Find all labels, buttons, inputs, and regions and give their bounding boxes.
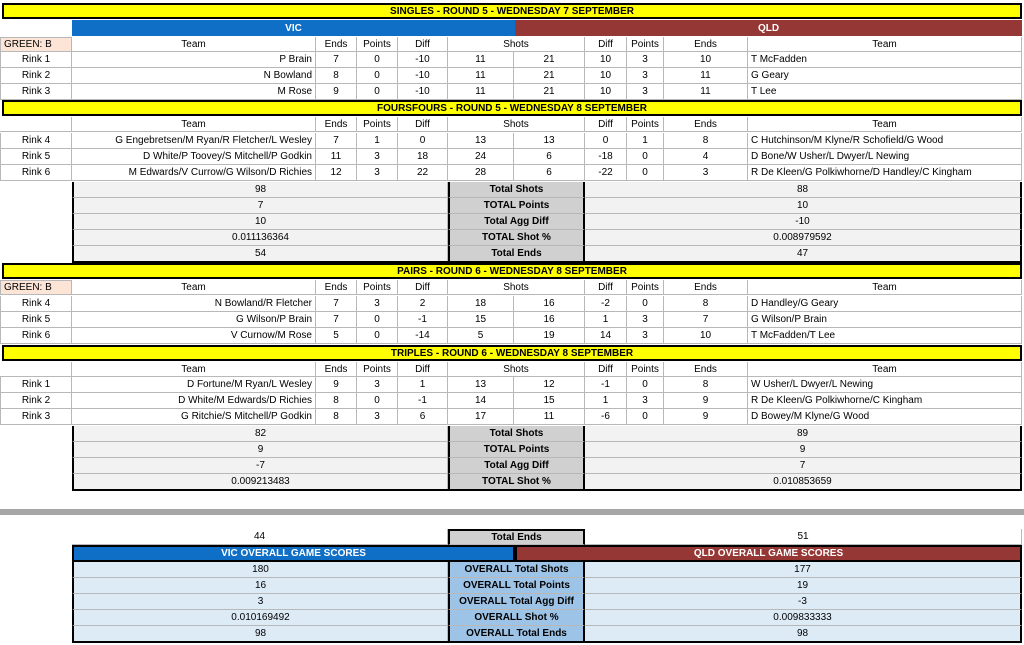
shots-header: Shots [448, 37, 585, 52]
points-header: Points [357, 362, 398, 377]
vic-shots-cell: 18 [448, 296, 514, 312]
qld-total-value: 47 [585, 246, 1022, 262]
blank-header [0, 362, 72, 377]
vic-diff-cell: 6 [398, 409, 448, 425]
vic-diff-cell: 0 [398, 133, 448, 149]
fours-title: FOURSFOURS - ROUND 5 - WEDNESDAY 8 SEPTEMBER [2, 100, 1022, 116]
match-row [0, 393, 1024, 409]
points-header: Points [357, 117, 398, 132]
vic-ends-cell: 9 [316, 84, 357, 100]
qld-shots-cell: 13 [514, 133, 585, 149]
column-header-row [0, 280, 1024, 295]
total-label: TOTAL Points [448, 442, 585, 458]
ends-header: Ends [316, 37, 357, 52]
vic-points-cell: 3 [357, 409, 398, 425]
qld-ends-cell: 8 [664, 133, 748, 149]
vic-shots-cell: 24 [448, 149, 514, 165]
qld-shots-cell: 11 [514, 409, 585, 425]
qld-total-ends: 51 [585, 529, 1022, 545]
rink-cell: Rink 5 [0, 312, 72, 328]
qld-team-cell: C Hutchinson/M Klyne/R Schofield/G Wood [748, 133, 1022, 149]
total-label: TOTAL Shot % [448, 474, 585, 490]
qld-shots-cell: 21 [514, 84, 585, 100]
team-header: Team [748, 117, 1022, 132]
qld-total-value: 0.008979592 [585, 230, 1022, 246]
vic-points-cell: 0 [357, 328, 398, 344]
vic-team-cell: N Bowland/R Fletcher [72, 296, 316, 312]
total-label: Total Shots [448, 182, 585, 198]
qld-shots-cell: 21 [514, 52, 585, 68]
vic-ends-cell: 8 [316, 409, 357, 425]
qld-diff-cell: 10 [585, 68, 627, 84]
team-header: Team [72, 37, 316, 52]
vic-points-cell: 0 [357, 312, 398, 328]
vic-points-cell: 1 [357, 133, 398, 149]
qld-overall-value: 19 [585, 578, 1022, 594]
vic-diff-cell: 18 [398, 149, 448, 165]
vic-total-value: -7 [72, 458, 448, 474]
rink-cell: Rink 4 [0, 133, 72, 149]
vic-diff-cell: 22 [398, 165, 448, 181]
qld-shots-cell: 6 [514, 149, 585, 165]
pairs-title: PAIRS - ROUND 6 - WEDNESDAY 8 SEPTEMBER [2, 263, 1022, 279]
qld-overall-value: 0.009833333 [585, 610, 1022, 626]
vic-team-cell: P Brain [72, 52, 316, 68]
vic-shots-cell: 13 [448, 377, 514, 393]
shots-header: Shots [448, 117, 585, 132]
diff-header: Diff [585, 117, 627, 132]
qld-points-cell: 0 [627, 377, 664, 393]
vic-diff-cell: 1 [398, 377, 448, 393]
vic-total-value: 54 [72, 246, 448, 262]
qld-total-value: 0.010853659 [585, 474, 1022, 490]
total-label: TOTAL Shot % [448, 230, 585, 246]
diff-header: Diff [585, 37, 627, 52]
qld-total-value: 89 [585, 426, 1022, 442]
points-header: Points [627, 362, 664, 377]
qld-team-cell: W Usher/L Dwyer/L Newing [748, 377, 1022, 393]
overall-label: OVERALL Shot % [448, 610, 585, 626]
vic-shots-cell: 13 [448, 133, 514, 149]
column-header-row [0, 362, 1024, 377]
vic-team-cell: D White/M Edwards/D Richies [72, 393, 316, 409]
qld-points-cell: 3 [627, 393, 664, 409]
qld-diff-cell: -1 [585, 377, 627, 393]
ends-header: Ends [664, 362, 748, 377]
qld-points-cell: 3 [627, 328, 664, 344]
totals-frame [72, 426, 1022, 491]
vic-shots-cell: 14 [448, 393, 514, 409]
qld-team-cell: D Bone/W Usher/L Dwyer/L Newing [748, 149, 1022, 165]
qld-shots-cell: 12 [514, 377, 585, 393]
overall-label: OVERALL Total Points [448, 578, 585, 594]
triples-title: TRIPLES - ROUND 6 - WEDNESDAY 8 SEPTEMBER [2, 345, 1022, 361]
vic-diff-cell: -14 [398, 328, 448, 344]
qld-team-cell: D Bowey/M Klyne/G Wood [748, 409, 1022, 425]
team-header: Team [748, 37, 1022, 52]
team-header: Team [72, 280, 316, 295]
rink-cell: Rink 2 [0, 393, 72, 409]
qld-diff-cell: 1 [585, 393, 627, 409]
rink-cell: Rink 1 [0, 52, 72, 68]
ends-header: Ends [664, 280, 748, 295]
match-row [0, 296, 1024, 312]
diff-header: Diff [398, 280, 448, 295]
match-row [0, 68, 1024, 84]
qld-shots-cell: 16 [514, 296, 585, 312]
qld-shots-cell: 6 [514, 165, 585, 181]
vic-total-ends: 44 [72, 529, 448, 545]
vic-total-value: 98 [72, 182, 448, 198]
vic-diff-cell: 2 [398, 296, 448, 312]
points-header: Points [627, 37, 664, 52]
match-row [0, 409, 1024, 425]
vic-total-value: 0.011136364 [72, 230, 448, 246]
column-header-row [0, 117, 1024, 132]
qld-diff-cell: 1 [585, 312, 627, 328]
diff-header: Diff [398, 37, 448, 52]
points-header: Points [627, 280, 664, 295]
match-row [0, 149, 1024, 165]
vic-total-value: 82 [72, 426, 448, 442]
overall-label: OVERALL Total Ends [448, 626, 585, 642]
vic-shots-cell: 11 [448, 84, 514, 100]
vic-points-cell: 3 [357, 149, 398, 165]
vic-ends-cell: 11 [316, 149, 357, 165]
qld-ends-cell: 3 [664, 165, 748, 181]
vic-shots-cell: 11 [448, 52, 514, 68]
vic-team-cell: D Fortune/M Ryan/L Wesley [72, 377, 316, 393]
qld-diff-cell: -2 [585, 296, 627, 312]
rink-cell: Rink 3 [0, 84, 72, 100]
total-ends-label: Total Ends [448, 529, 585, 545]
vic-team-cell: M Rose [72, 84, 316, 100]
total-label: Total Shots [448, 426, 585, 442]
vic-overall-value: 0.010169492 [72, 610, 448, 626]
qld-total-value: 9 [585, 442, 1022, 458]
qld-overall-value: 98 [585, 626, 1022, 642]
vic-team-cell: G Wilson/P Brain [72, 312, 316, 328]
vic-shots-cell: 17 [448, 409, 514, 425]
overall-label: OVERALL Total Agg Diff [448, 594, 585, 610]
ends-header: Ends [664, 117, 748, 132]
vic-total-value: 10 [72, 214, 448, 230]
totals-frame [72, 562, 1022, 643]
points-header: Points [357, 37, 398, 52]
ends-header: Ends [316, 280, 357, 295]
total-label: Total Agg Diff [448, 214, 585, 230]
qld-ends-cell: 7 [664, 312, 748, 328]
vic-points-cell: 0 [357, 393, 398, 409]
vic-diff-cell: -1 [398, 312, 448, 328]
points-header: Points [627, 117, 664, 132]
green-label: GREEN: B [0, 37, 72, 52]
qld-total-value: 10 [585, 198, 1022, 214]
rink-cell: Rink 2 [0, 68, 72, 84]
vic-ends-cell: 5 [316, 328, 357, 344]
vic-shots-cell: 5 [448, 328, 514, 344]
vic-team-cell: D White/P Toovey/S Mitchell/P Godkin [72, 149, 316, 165]
totals-frame [72, 182, 1022, 263]
match-row [0, 84, 1024, 100]
qld-diff-cell: 0 [585, 133, 627, 149]
total-label: Total Agg Diff [448, 458, 585, 474]
qld-points-cell: 3 [627, 52, 664, 68]
vic-team-cell: V Curnow/M Rose [72, 328, 316, 344]
qld-points-cell: 3 [627, 68, 664, 84]
qld-team-cell: T Lee [748, 84, 1022, 100]
qld-diff-cell: 10 [585, 52, 627, 68]
match-row [0, 312, 1024, 328]
qld-team-cell: T McFadden [748, 52, 1022, 68]
qld-ends-cell: 9 [664, 409, 748, 425]
blank-header [0, 117, 72, 132]
vic-overall-value: 3 [72, 594, 448, 610]
column-header-row [0, 37, 1024, 52]
qld-team-cell: R De Kleen/G Polkiwhorne/C Kingham [748, 393, 1022, 409]
qld-team-cell: D Handley/G Geary [748, 296, 1022, 312]
vic-ends-cell: 12 [316, 165, 357, 181]
qld-overall-value: 177 [585, 562, 1022, 578]
vic-total-value: 7 [72, 198, 448, 214]
vic-diff-cell: -10 [398, 84, 448, 100]
vic-points-cell: 3 [357, 165, 398, 181]
qld-ends-cell: 4 [664, 149, 748, 165]
shots-header: Shots [448, 280, 585, 295]
vic-points-cell: 0 [357, 84, 398, 100]
total-label: Total Ends [448, 246, 585, 262]
qld-ends-cell: 11 [664, 68, 748, 84]
qld-diff-cell: -6 [585, 409, 627, 425]
vic-shots-cell: 28 [448, 165, 514, 181]
vic-team-cell: M Edwards/V Currow/G Wilson/D Richies [72, 165, 316, 181]
match-row [0, 165, 1024, 181]
diff-header: Diff [585, 280, 627, 295]
ends-header: Ends [664, 37, 748, 52]
vic-total-value: 0.009213483 [72, 474, 448, 490]
qld-points-cell: 1 [627, 133, 664, 149]
rink-cell: Rink 5 [0, 149, 72, 165]
vic-shots-cell: 11 [448, 68, 514, 84]
vic-team-cell: G Ritchie/S Mitchell/P Godkin [72, 409, 316, 425]
green-label: GREEN: B [0, 280, 72, 295]
qld-shots-cell: 15 [514, 393, 585, 409]
qld-team-cell: R De Kleen/G Polkiwhorne/D Handley/C Kingham [748, 165, 1022, 181]
vic-overall-value: 16 [72, 578, 448, 594]
vic-ends-cell: 7 [316, 296, 357, 312]
qld-diff-cell: 14 [585, 328, 627, 344]
vic-ends-cell: 8 [316, 393, 357, 409]
vic-team-header: VIC [72, 20, 515, 36]
qld-ends-cell: 11 [664, 84, 748, 100]
rink-cell: Rink 4 [0, 296, 72, 312]
qld-team-cell: T McFadden/T Lee [748, 328, 1022, 344]
match-row [0, 133, 1024, 149]
match-row [0, 377, 1024, 393]
vic-total-value: 9 [72, 442, 448, 458]
qld-ends-cell: 10 [664, 328, 748, 344]
diff-header: Diff [398, 362, 448, 377]
ends-header: Ends [316, 362, 357, 377]
team-header: Team [72, 362, 316, 377]
qld-total-value: -10 [585, 214, 1022, 230]
singles-title: SINGLES - ROUND 5 - WEDNESDAY 7 SEPTEMBER [2, 3, 1022, 19]
vic-shots-cell: 15 [448, 312, 514, 328]
match-row [0, 52, 1024, 68]
qld-total-value: 88 [585, 182, 1022, 198]
vic-diff-cell: -1 [398, 393, 448, 409]
qld-diff-cell: -22 [585, 165, 627, 181]
diff-header: Diff [585, 362, 627, 377]
overall-label: OVERALL Total Shots [448, 562, 585, 578]
qld-points-cell: 0 [627, 149, 664, 165]
vic-overall-value: 180 [72, 562, 448, 578]
vic-ends-cell: 7 [316, 52, 357, 68]
vic-ends-cell: 7 [316, 133, 357, 149]
diff-header: Diff [398, 117, 448, 132]
qld-ends-cell: 8 [664, 296, 748, 312]
section-separator [0, 509, 1024, 515]
qld-diff-cell: -18 [585, 149, 627, 165]
qld-shots-cell: 16 [514, 312, 585, 328]
qld-ends-cell: 9 [664, 393, 748, 409]
qld-ends-cell: 10 [664, 52, 748, 68]
total-label: TOTAL Points [448, 198, 585, 214]
vic-points-cell: 3 [357, 377, 398, 393]
rink-cell: Rink 1 [0, 377, 72, 393]
qld-team-cell: G Geary [748, 68, 1022, 84]
qld-points-cell: 3 [627, 312, 664, 328]
vic-points-cell: 0 [357, 68, 398, 84]
rink-cell: Rink 6 [0, 165, 72, 181]
qld-points-cell: 0 [627, 409, 664, 425]
qld-overall-value: -3 [585, 594, 1022, 610]
qld-team-cell: G Wilson/P Brain [748, 312, 1022, 328]
vic-points-cell: 0 [357, 52, 398, 68]
vic-diff-cell: -10 [398, 68, 448, 84]
qld-shots-cell: 21 [514, 68, 585, 84]
team-header: Team [748, 362, 1022, 377]
vic-overall-title: VIC OVERALL GAME SCORES [72, 545, 515, 562]
rink-cell: Rink 3 [0, 409, 72, 425]
vic-ends-cell: 9 [316, 377, 357, 393]
vic-ends-cell: 7 [316, 312, 357, 328]
qld-ends-cell: 8 [664, 377, 748, 393]
shots-header: Shots [448, 362, 585, 377]
qld-shots-cell: 19 [514, 328, 585, 344]
vic-team-cell: G Engebretsen/M Ryan/R Fletcher/L Wesley [72, 133, 316, 149]
points-header: Points [357, 280, 398, 295]
qld-total-value: 7 [585, 458, 1022, 474]
qld-overall-title: QLD OVERALL GAME SCORES [515, 545, 1022, 562]
match-row [0, 328, 1024, 344]
qld-points-cell: 3 [627, 84, 664, 100]
qld-team-header: QLD [515, 20, 1022, 36]
vic-diff-cell: -10 [398, 52, 448, 68]
vic-points-cell: 3 [357, 296, 398, 312]
rink-cell: Rink 6 [0, 328, 72, 344]
team-header: Team [72, 117, 316, 132]
qld-points-cell: 0 [627, 165, 664, 181]
team-header: Team [748, 280, 1022, 295]
ends-header: Ends [316, 117, 357, 132]
qld-diff-cell: 10 [585, 84, 627, 100]
qld-points-cell: 0 [627, 296, 664, 312]
vic-ends-cell: 8 [316, 68, 357, 84]
vic-overall-value: 98 [72, 626, 448, 642]
vic-team-cell: N Bowland [72, 68, 316, 84]
